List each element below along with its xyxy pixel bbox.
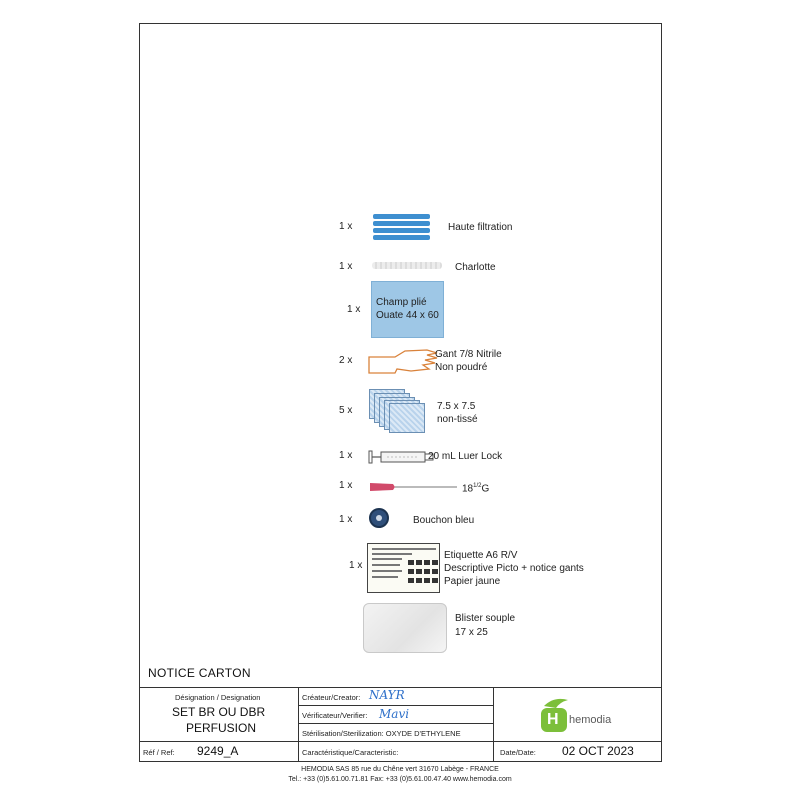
item-qty: 1 x — [339, 450, 353, 461]
item-label: 17 x 25 — [455, 627, 488, 638]
verifier-label: Vérificateur/Verifier: — [302, 711, 368, 720]
item-label: Gant 7/8 Nitrile — [435, 349, 502, 360]
item-label: Non poudré — [435, 362, 488, 373]
date-cell — [494, 742, 662, 762]
notice-title: NOTICE CARTON — [148, 666, 251, 680]
item-label: Papier jaune — [444, 576, 501, 587]
needle-icon — [369, 480, 459, 498]
footer-address: HEMODIA SAS 85 rue du Chêne vert 31670 Labège - FRANCE — [301, 766, 499, 773]
item-glove — [339, 347, 639, 387]
date-value: 02 OCT 2023 — [562, 744, 634, 758]
item-label: Ouate 44 x 60 — [376, 310, 439, 321]
charlotte-cap-icon — [372, 262, 442, 269]
item-label: Blister souple — [455, 613, 516, 624]
designation-label: Désignation / Designation — [175, 693, 261, 702]
blue-cap-icon — [369, 508, 389, 528]
ref-cell — [139, 742, 299, 762]
label-sheet-icon — [367, 543, 440, 593]
item-qty: 1 x — [339, 480, 353, 491]
compress-icon — [369, 389, 429, 433]
logo-cell — [494, 688, 662, 742]
date-label: Date/Date: — [500, 748, 536, 757]
item-qty: 1 x — [339, 514, 353, 525]
item-label: $18^{1/2}G$ — [462, 483, 490, 495]
ref-label: Réf / Ref: — [143, 748, 175, 757]
item-label: Haute filtration — [448, 222, 513, 233]
hemodia-logo: H hemodia — [538, 696, 618, 736]
item-label: Bouchon bleu — [413, 515, 475, 526]
item-label: Descriptive Picto + notice gants — [444, 563, 584, 574]
sterilization-cell — [299, 724, 494, 742]
sterilization-text: Stérilisation/Sterilization: OXYDE D'ETHYLENE — [302, 729, 461, 738]
blister-icon — [363, 603, 447, 653]
creator-signature: NAYR — [369, 688, 405, 702]
creator-cell — [299, 688, 494, 706]
designation-cell — [139, 688, 299, 742]
item-label: Etiquette A6 R/V — [444, 550, 518, 561]
item-blue-cap — [339, 508, 639, 548]
glove-icon — [367, 347, 441, 377]
ref-value: 9249_A — [197, 744, 239, 758]
item-qty: 1 x — [349, 560, 363, 571]
item-qty: 1 x — [339, 261, 353, 272]
surgical-mask-icon — [369, 212, 434, 242]
title-block — [139, 687, 662, 762]
item-label: Champ plié — [376, 297, 427, 308]
creator-label: Créateur/Creator: — [302, 693, 361, 702]
syringe-icon — [367, 447, 437, 472]
folded-drape-icon — [371, 281, 444, 338]
item-qty: 2 x — [339, 355, 353, 366]
verifier-signature: Mavi — [379, 707, 410, 721]
item-label: 20 mL Luer Lock — [428, 451, 503, 462]
item-qty: 5 x — [339, 405, 353, 416]
designation-line: PERFUSION — [186, 721, 257, 735]
caracteristic-label: Caractéristique/Caracteristic: — [302, 748, 399, 757]
footer-contact: Tel.: +33 (0)5.61.00.71.81 Fax: +33 (0)5.61.00.47.40 www.hemodia.com — [288, 776, 512, 783]
caracteristic-cell — [299, 742, 494, 762]
item-compress — [339, 389, 639, 429]
item-label: Charlotte — [455, 262, 496, 273]
item-mask — [339, 212, 639, 252]
item-qty: 1 x — [339, 221, 353, 232]
verifier-cell — [299, 706, 494, 724]
item-label: non-tissé — [437, 414, 478, 425]
designation-line: SET BR OU DBR — [172, 705, 266, 719]
item-label: 7.5 x 7.5 — [437, 401, 476, 412]
item-qty: 1 x — [347, 304, 361, 315]
